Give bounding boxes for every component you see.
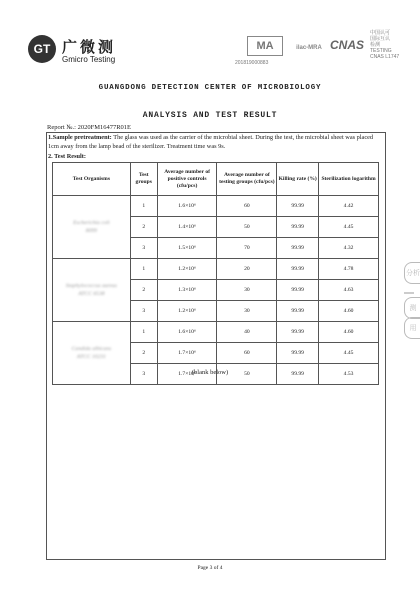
cnas-badge: CNAS bbox=[330, 38, 365, 52]
log-cell: 4.60 bbox=[319, 322, 379, 343]
organism-cell bbox=[53, 259, 131, 322]
col-header: Sterilization logarithm bbox=[319, 163, 379, 196]
positive-control-cell: 1.6×10⁶ bbox=[157, 322, 217, 343]
testing-group-cell: 50 bbox=[217, 217, 277, 238]
table-header-row bbox=[53, 163, 379, 196]
testing-group-cell: 50 bbox=[217, 364, 277, 385]
positive-control-cell: 1.2×10⁶ bbox=[157, 259, 217, 280]
group-cell: 1 bbox=[130, 196, 157, 217]
group-cell: 2 bbox=[130, 217, 157, 238]
col-header: Test Organisms bbox=[53, 163, 131, 196]
organism-strain: ATCC 10231 bbox=[76, 354, 106, 360]
group-cell: 3 bbox=[130, 364, 157, 385]
log-cell: 4.60 bbox=[319, 301, 379, 322]
testing-group-cell: 30 bbox=[217, 301, 277, 322]
log-cell: 4.63 bbox=[319, 280, 379, 301]
killing-rate-cell: 99.99 bbox=[277, 343, 319, 364]
positive-control-cell: 1.3×10⁶ bbox=[157, 280, 217, 301]
sample-pretreatment bbox=[48, 133, 384, 151]
results-table bbox=[52, 162, 379, 385]
seal-stamp: 用 bbox=[404, 317, 420, 339]
ilac-mra-badge: ilac-MRA bbox=[296, 45, 322, 51]
organism-cell bbox=[53, 196, 131, 259]
organism-strain: ATCC 6538 bbox=[78, 291, 105, 297]
killing-rate-cell: 99.99 bbox=[277, 217, 319, 238]
group-cell: 2 bbox=[130, 280, 157, 301]
killing-rate-cell: 99.99 bbox=[277, 322, 319, 343]
cnas-side-text: 中国认可 国际互认 检测 TESTING CNAS L1747 bbox=[370, 30, 400, 60]
testing-group-cell: 70 bbox=[217, 238, 277, 259]
group-cell: 3 bbox=[130, 238, 157, 259]
table-row bbox=[53, 322, 379, 343]
seal-stamp: 分析 bbox=[404, 262, 420, 284]
killing-rate-cell: 99.99 bbox=[277, 301, 319, 322]
page-number: Page 3 of 4 bbox=[197, 565, 223, 571]
seal-tick bbox=[404, 292, 414, 294]
col-header: Test groups bbox=[130, 163, 157, 196]
report-number: Report №.: 2020FM16477R01E bbox=[47, 124, 132, 131]
pretreatment-text: The glass was used as the carrier of the microbial sheet. During the test, the microbial sheet was placed 1cm away from the lamp bead of the sterilizer. Treatment time was 9s. bbox=[48, 134, 374, 150]
group-cell: 1 bbox=[130, 259, 157, 280]
killing-rate-cell: 99.99 bbox=[277, 238, 319, 259]
organism-strain: 8099 bbox=[85, 228, 97, 234]
brand-name-en: Gmicro Testing bbox=[62, 55, 116, 64]
positive-control-cell: 1.7×10⁶ bbox=[157, 343, 217, 364]
report-title: ANALYSIS AND TEST RESULT bbox=[142, 111, 278, 120]
organism-name: Escherichia coli bbox=[73, 220, 110, 226]
log-cell: 4.32 bbox=[319, 238, 379, 259]
killing-rate-cell: 99.99 bbox=[277, 280, 319, 301]
positive-control-cell: 1.2×10⁶ bbox=[157, 301, 217, 322]
testing-group-cell: 30 bbox=[217, 280, 277, 301]
positive-control-cell: 1.6×10⁶ bbox=[157, 196, 217, 217]
log-cell: 4.42 bbox=[319, 196, 379, 217]
testing-group-cell: 20 bbox=[217, 259, 277, 280]
group-cell: 3 bbox=[130, 301, 157, 322]
positive-control-cell: 1.5×10⁶ bbox=[157, 238, 217, 259]
seal-stamp: 测 bbox=[404, 297, 420, 319]
testing-group-cell: 60 bbox=[217, 196, 277, 217]
ma-cert-badge: MA bbox=[247, 36, 283, 56]
killing-rate-cell: 99.99 bbox=[277, 364, 319, 385]
log-cell: 4.45 bbox=[319, 343, 379, 364]
col-header: Average number of testing groups (cfu/pcs) bbox=[217, 163, 277, 196]
group-cell: 1 bbox=[130, 322, 157, 343]
test-result-heading: 2. Test Result: bbox=[48, 153, 86, 160]
col-header: Average number of positive controls (cfu/pcs) bbox=[157, 163, 217, 196]
pretreatment-heading: 1.Sample pretreatment: bbox=[48, 134, 112, 141]
organism-name: Staphylococcus aureus bbox=[65, 283, 117, 289]
log-cell: 4.53 bbox=[319, 364, 379, 385]
testing-group-cell: 40 bbox=[217, 322, 277, 343]
log-cell: 4.45 bbox=[319, 217, 379, 238]
blank-below-note: (blank below) bbox=[191, 369, 229, 376]
company-logo: GT bbox=[28, 35, 56, 63]
group-cell: 2 bbox=[130, 343, 157, 364]
log-cell: 4.78 bbox=[319, 259, 379, 280]
organism-name: Candida albicans bbox=[71, 346, 112, 352]
ma-cert-number: 201819000883 bbox=[235, 60, 269, 66]
killing-rate-cell: 99.99 bbox=[277, 196, 319, 217]
table-row bbox=[53, 259, 379, 280]
col-header: Killing rate (%) bbox=[277, 163, 319, 196]
center-title: GUANGDONG DETECTION CENTER OF MICROBIOLOGY bbox=[98, 84, 322, 92]
positive-control-cell: 1.4×10⁶ bbox=[157, 217, 217, 238]
killing-rate-cell: 99.99 bbox=[277, 259, 319, 280]
positive-control-cell: 1.7×10⁶ bbox=[157, 364, 217, 385]
brand-name-cn: 广微测 bbox=[62, 38, 117, 56]
testing-group-cell: 60 bbox=[217, 343, 277, 364]
table-row bbox=[53, 196, 379, 217]
